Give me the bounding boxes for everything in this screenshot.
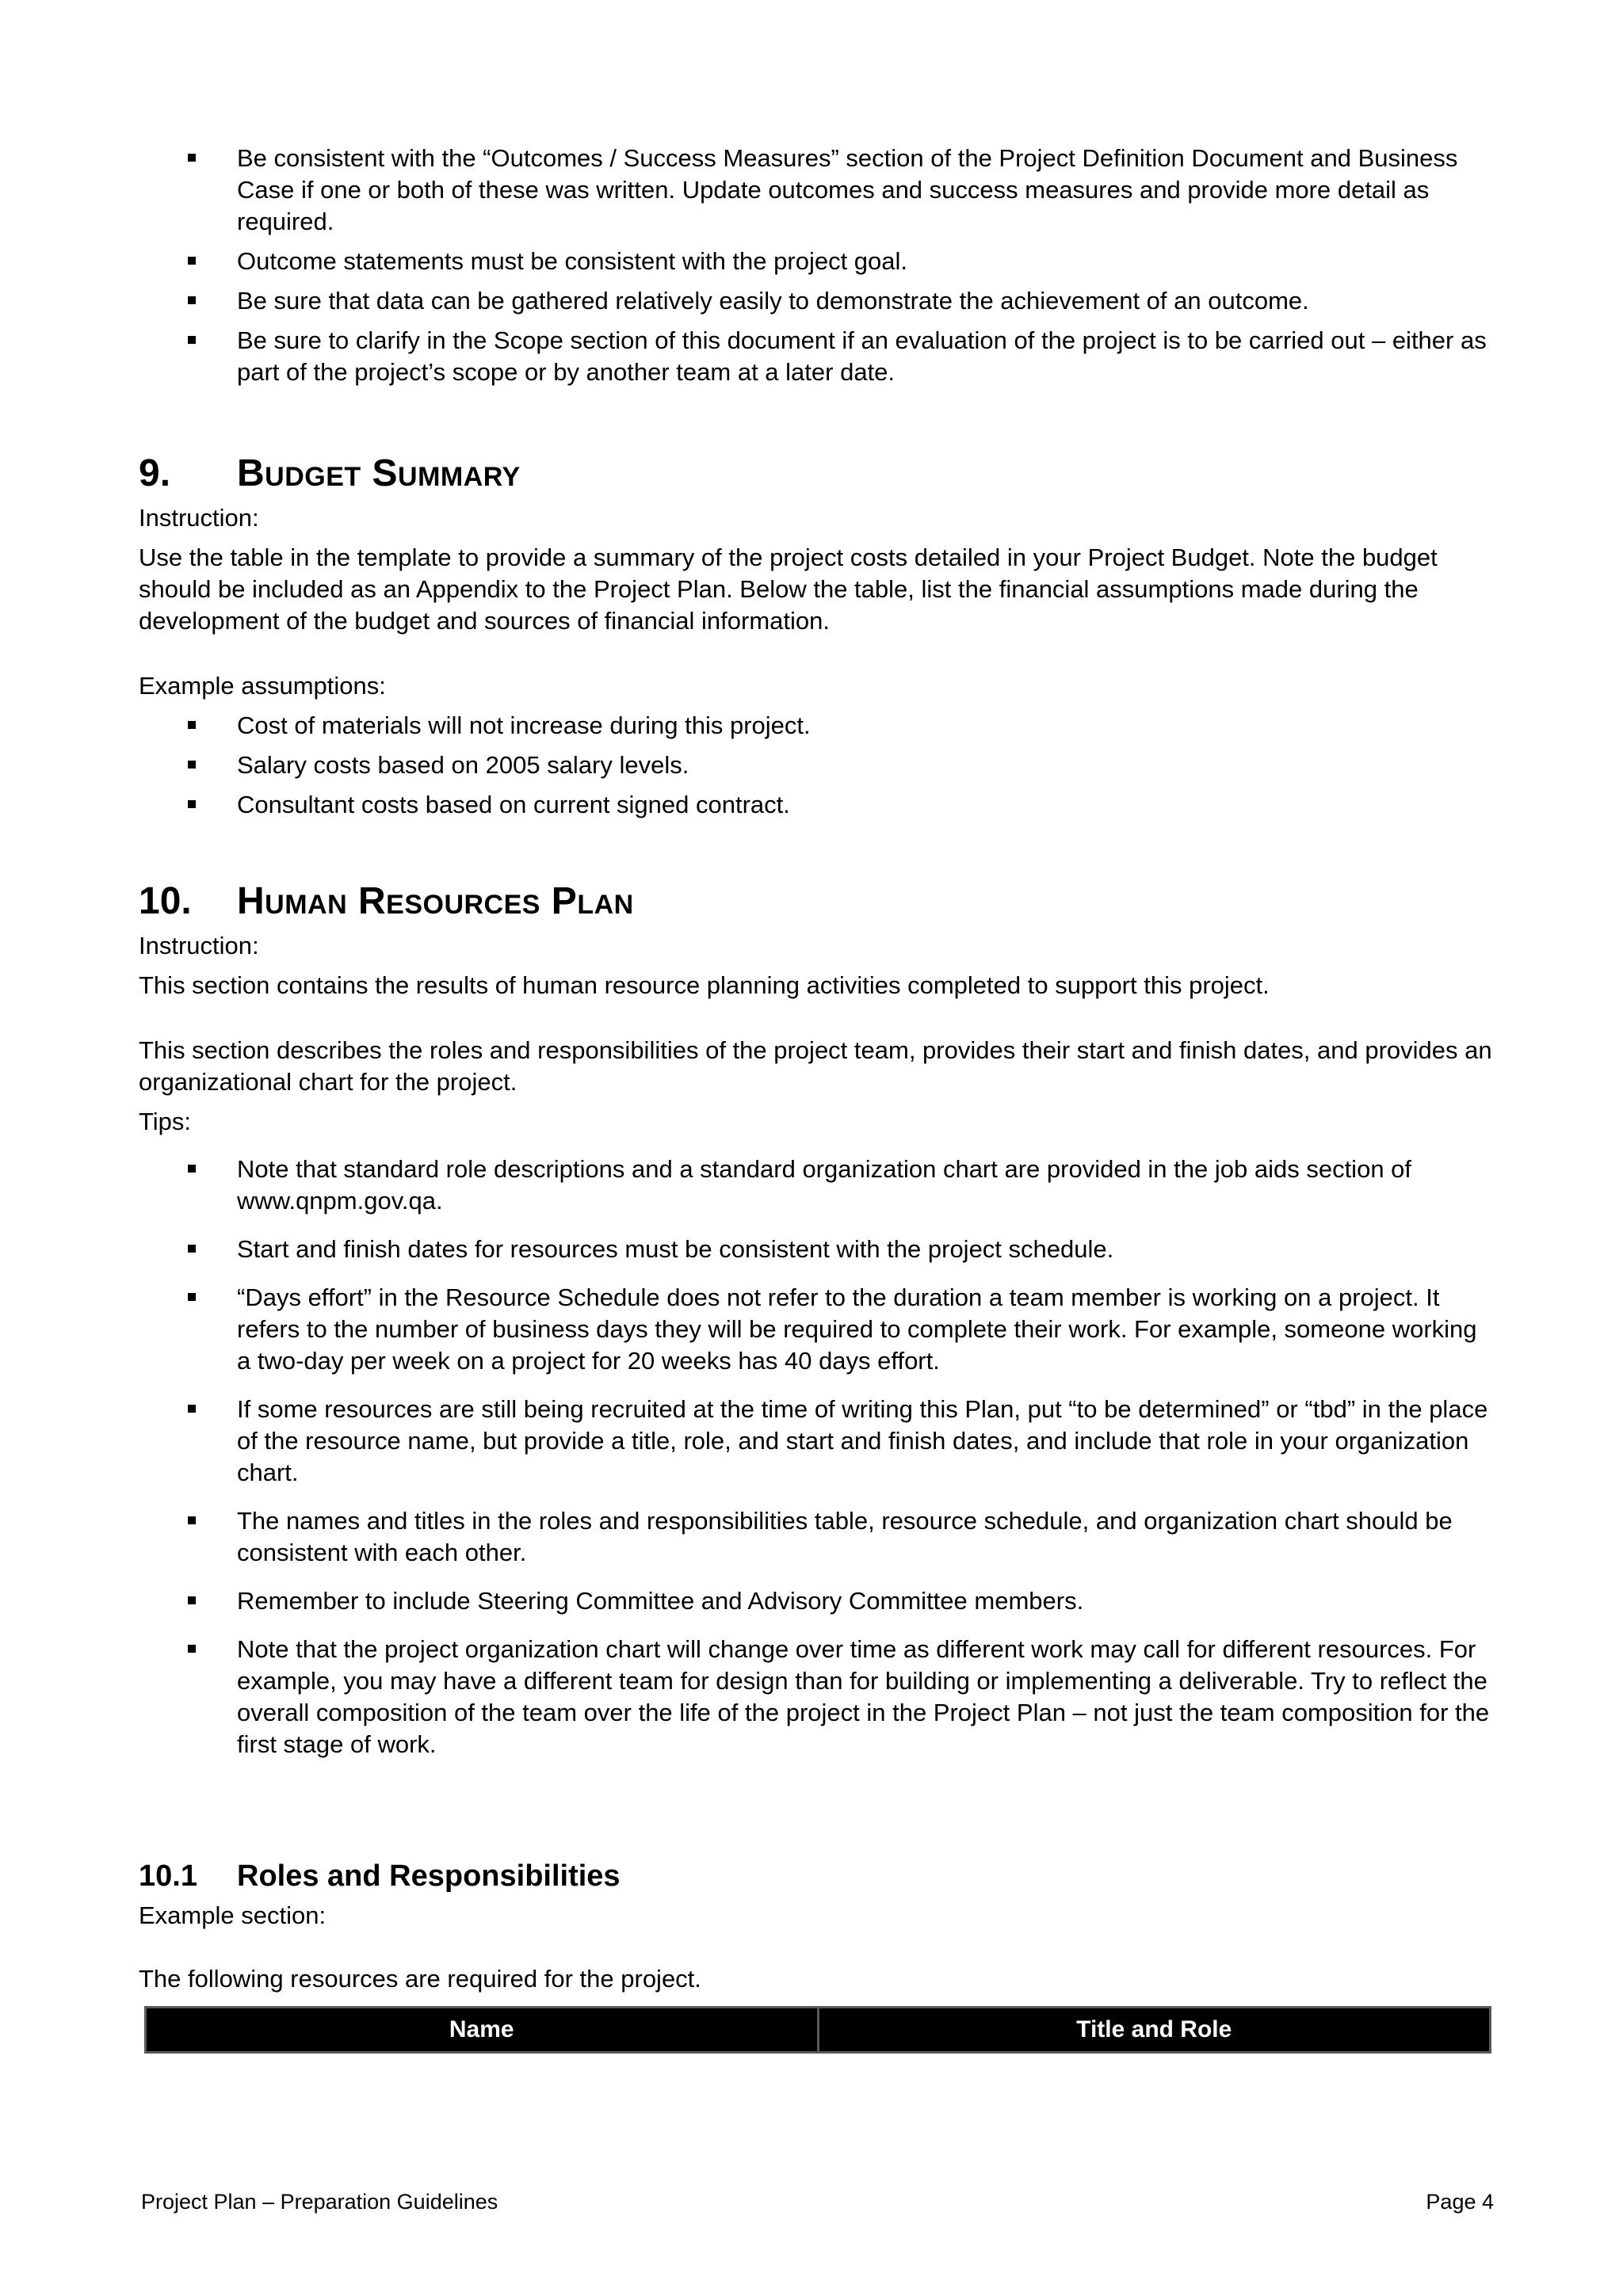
tips-label: Tips: [139, 1108, 192, 1135]
budget-paragraph: Use the table in the template to provide a summary of the project costs detailed in your Project Budget. Note the budget should be included as an Appendix to the Project Plan. Below the table, list the financial assumptions made during the development of the budget and sources of financial information. [139, 543, 1438, 635]
column-header-title-role: Title and Role [818, 2008, 1491, 2053]
list-item: Start and finish dates for resources must be consistent with the project schedule. [139, 1234, 1494, 1265]
square-bullet-icon [188, 1405, 196, 1413]
square-bullet-icon [188, 1645, 196, 1653]
square-bullet-icon [188, 1293, 196, 1301]
square-bullet-icon [188, 800, 196, 808]
section-10-1-heading: 10.1 Roles and Responsibilities [139, 1859, 621, 1893]
document-page [139, 143, 1494, 2042]
list-item: Be sure to clarify in the Scope section of this document if an evaluation of the project is to be carried out – either as part of the project’s scope or by another team at a later date. [139, 325, 1494, 388]
tips-list [139, 1154, 1494, 1760]
table-header-row [146, 2008, 1491, 2053]
square-bullet-icon [188, 296, 196, 304]
example-section-label: Example section: [139, 1901, 327, 1929]
intro-bullet-list [139, 143, 1494, 388]
resources-paragraph: The following resources are required for the project. [139, 1965, 701, 1993]
list-item: Be consistent with the “Outcomes / Success Measures” section of the Project Definition Document and Business Case if one or both of these was written. Update outcomes and success measures and provide more detail as required. [139, 143, 1494, 238]
list-item: Note that the project organization chart will change over time as different work may call for different resources. For example, you may have a different team for design than for building or implementing a deliverable. Try to reflect the overall composition of the team over the life of the project in the Project Plan – not just the team composition for the first stage of work. [139, 1634, 1494, 1760]
section-9-heading: 9. Budget Summary [139, 452, 521, 494]
square-bullet-icon [188, 257, 196, 265]
list-item: Cost of materials will not increase during this project. [139, 710, 1494, 742]
column-header-name: Name [146, 2008, 819, 2053]
hr-paragraph-1: This section contains the results of human resource planning activities completed to support this project. [139, 971, 1270, 999]
instruction-label: Instruction: [139, 932, 259, 959]
list-item: Salary costs based on 2005 salary levels. [139, 749, 1494, 781]
resources-table [144, 2006, 1491, 2054]
square-bullet-icon [188, 1165, 196, 1173]
list-item: “Days effort” in the Resource Schedule does not refer to the duration a team member is working on a project. It refers to the number of business days they will be required to complete their work. For example, someone working a two-day per week on a project for 20 weeks has 40 days effort. [139, 1282, 1494, 1377]
square-bullet-icon [188, 1596, 196, 1604]
list-item: Be sure that data can be gathered relatively easily to demonstrate the achievement of an outcome. [139, 285, 1494, 317]
list-item: The names and titles in the roles and responsibilities table, resource schedule, and organization chart should be consistent with each other. [139, 1505, 1494, 1569]
list-item: If some resources are still being recruited at the time of writing this Plan, put “to be determined” or “tbd” in the place of the resource name, but provide a title, role, and start and finish dates, and include that role in your organization chart. [139, 1394, 1494, 1489]
square-bullet-icon [188, 721, 196, 729]
assumptions-list [139, 710, 1494, 821]
square-bullet-icon [188, 761, 196, 769]
page-footer [141, 2188, 1494, 2215]
section-10-heading: 10. Human Resources Plan [139, 880, 634, 922]
square-bullet-icon [188, 1516, 196, 1524]
list-item: Consultant costs based on current signed contract. [139, 789, 1494, 821]
list-item: Note that standard role descriptions and a standard organization chart are provided in the job aids section of www.qnpm.gov.qa. [139, 1154, 1494, 1217]
square-bullet-icon [188, 1245, 196, 1253]
example-assumptions-label: Example assumptions: [139, 672, 386, 700]
instruction-label: Instruction: [139, 504, 259, 532]
hr-paragraph-2: This section describes the roles and responsibilities of the project team, provides their start and finish dates, and provides an organizational chart for the project. [139, 1036, 1492, 1096]
list-item: Remember to include Steering Committee and Advisory Committee members. [139, 1585, 1494, 1617]
footer-page-number: Page 4 [1426, 2190, 1494, 2214]
list-item: Outcome statements must be consistent with the project goal. [139, 246, 1494, 277]
square-bullet-icon [188, 154, 196, 162]
square-bullet-icon [188, 336, 196, 344]
footer-document-title: Project Plan – Preparation Guidelines [141, 2190, 498, 2214]
